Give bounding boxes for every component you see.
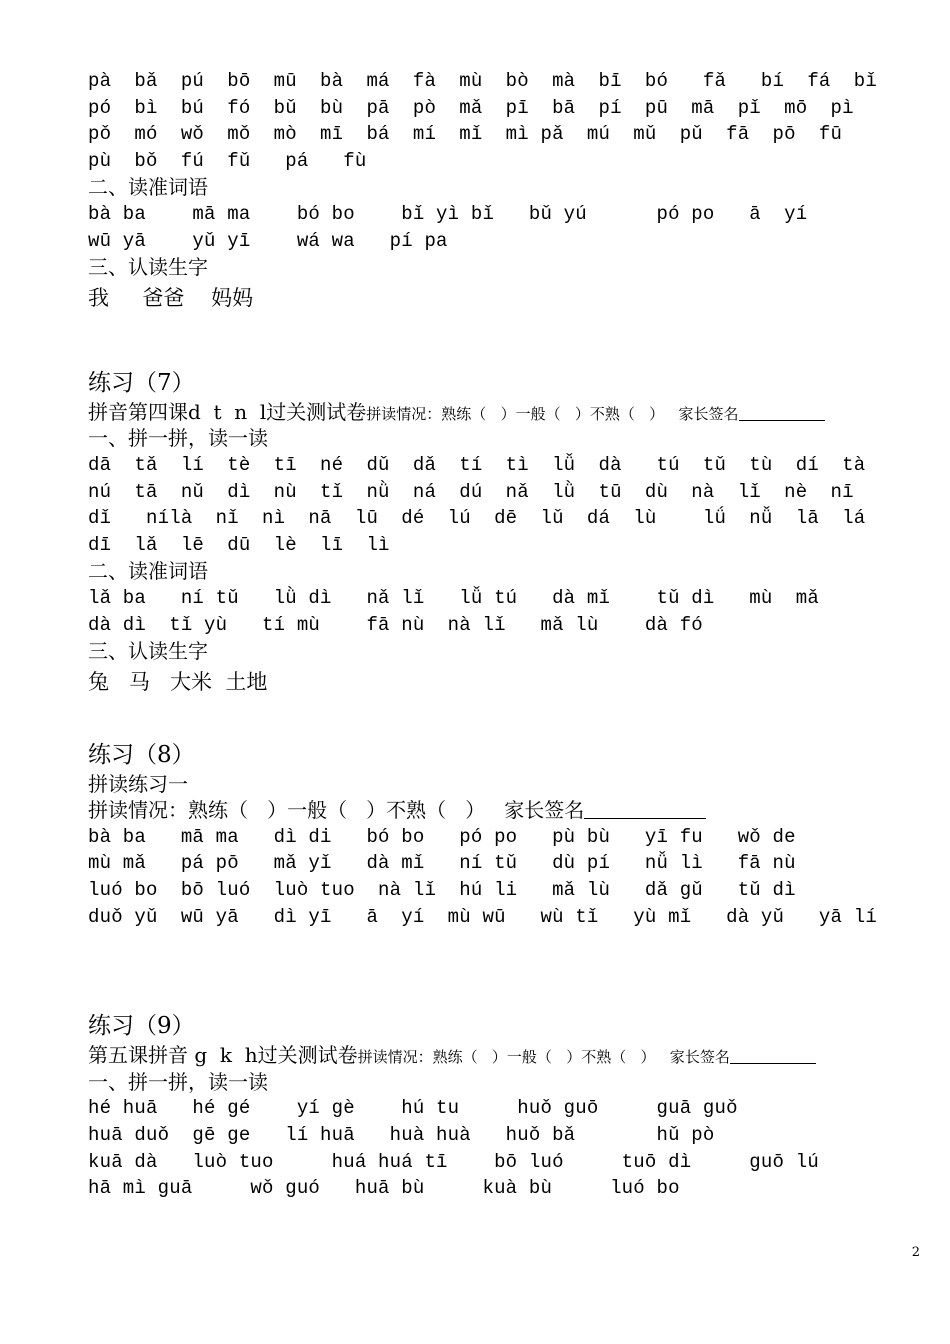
words-line: lǎ ba ní tǔ lǜ dì nǎ lǐ lǚ tú dà mǐ tǔ dì mù mǎ [88,586,819,609]
section-heading: 二、读准词语 [88,559,208,584]
section-heading: 三、认读生字 [88,255,208,280]
signature-line[interactable] [739,404,825,421]
pinyin-line: bà ba mā ma dì di bó bo pó po pù bù yī fu wǒ de [88,825,796,848]
top-pinyin-block [88,68,918,174]
practice-title: 练习（9） [88,1013,195,1040]
pinyin-line: huā duǒ gē ge lí huā huà huà huǒ bǎ hǔ pò [88,1124,715,1147]
pinyin-line: kuā dà luò tuo huá huá tī bō luó tuō dì guō lú [88,1150,819,1173]
worksheet-page [88,68,918,1202]
pinyin-line: dī lǎ lē dū lè lī lì [88,533,390,556]
characters-line: 兔 马 大米 土地 [88,669,268,694]
pinyin-line: pó bì bú fó bǔ bù pā pò mǎ pī bā pí pū mā pǐ mō pì [88,96,854,119]
subtitle-main: 第五课拼音 g k h过关测试卷 [88,1043,358,1068]
section-heading: 三、认读生字 [88,639,208,664]
signature-line[interactable] [584,800,706,819]
pinyin-line: pǒ mó wǒ mǒ mò mī bá mí mǐ mì pǎ mú mǔ pǔ fā pō fū [88,123,843,146]
pinyin-line: pù bǒ fú fǔ pá fù [88,149,367,172]
page-number: 2 [911,1245,920,1260]
section-heading: 二、读准词语 [88,175,208,200]
pinyin-line: nú tā nǔ dì nù tǐ nǜ ná dú nǎ lǜ tū dù nà lǐ nè nī [88,480,854,503]
practice-subtitle: 拼读练习一 [88,771,188,796]
pinyin-line: hā mì guā wǒ guó huā bù kuà bù luó bo [88,1177,680,1200]
practice-subtitle [88,399,918,426]
characters-line: 我 爸爸 妈妈 [88,285,254,310]
section-heading: 一、拼一拼，读一读 [88,1069,268,1094]
practice-title: 练习（7） [88,369,195,396]
pinyin-line: duǒ yǔ wū yā dì yī ā yí mù wū wù tǐ yù mǐ dà yǔ yā lí [88,905,877,928]
pinyin-line: dǐ nílà nǐ nì nā lū dé lú dē lǔ dá lù lǘ nǚ lā lá [88,507,866,530]
status-line-row [88,797,918,824]
pinyin-line: mù mǎ pá pō mǎ yǐ dà mǐ ní tǔ dù pí nǚ lì fā nù [88,852,796,875]
signature-line[interactable] [730,1047,816,1064]
status-line: 拼读情况：熟练（ ）一般（ ）不熟（ ） 家长签名 [366,404,739,423]
words-line: wū yā yǔ yī wá wa pí pa [88,229,448,252]
pinyin-line: luó bo bō luó luò tuo nà lǐ hú li mǎ lù dǎ gǔ tǔ dì [88,879,796,902]
status-line: 拼读情况：熟练（ ）一般（ ）不熟（ ） 家长签名 [88,798,585,823]
section-heading: 一、拼一拼，读一读 [88,426,268,451]
words-line: dà dì tǐ yù tí mù fā nù nà lǐ mǎ lù dà fó [88,613,703,636]
subtitle-main: 拼音第四课d t n l过关测试卷 [88,399,367,424]
pinyin-line: hé huā hé gé yí gè hú tu huǒ guō guā guǒ [88,1097,738,1120]
words-line: bà ba mā ma bó bo bǐ yì bǐ bǔ yú pó po ā yí [88,202,808,225]
pinyin-line: dā tǎ lí tè tī né dǔ dǎ tí tì lǚ dà tú tǔ tù dí tà [88,453,866,476]
pinyin-line: pà bǎ pú bō mū bà má fà mù bò mà bī bó fǎ bí fá bǐ [88,70,877,92]
status-line: 拼读情况：熟练（ ）一般（ ）不熟（ ） 家长签名 [357,1048,730,1067]
practice-subtitle [88,1042,918,1069]
practice-title: 练习（8） [88,741,195,768]
